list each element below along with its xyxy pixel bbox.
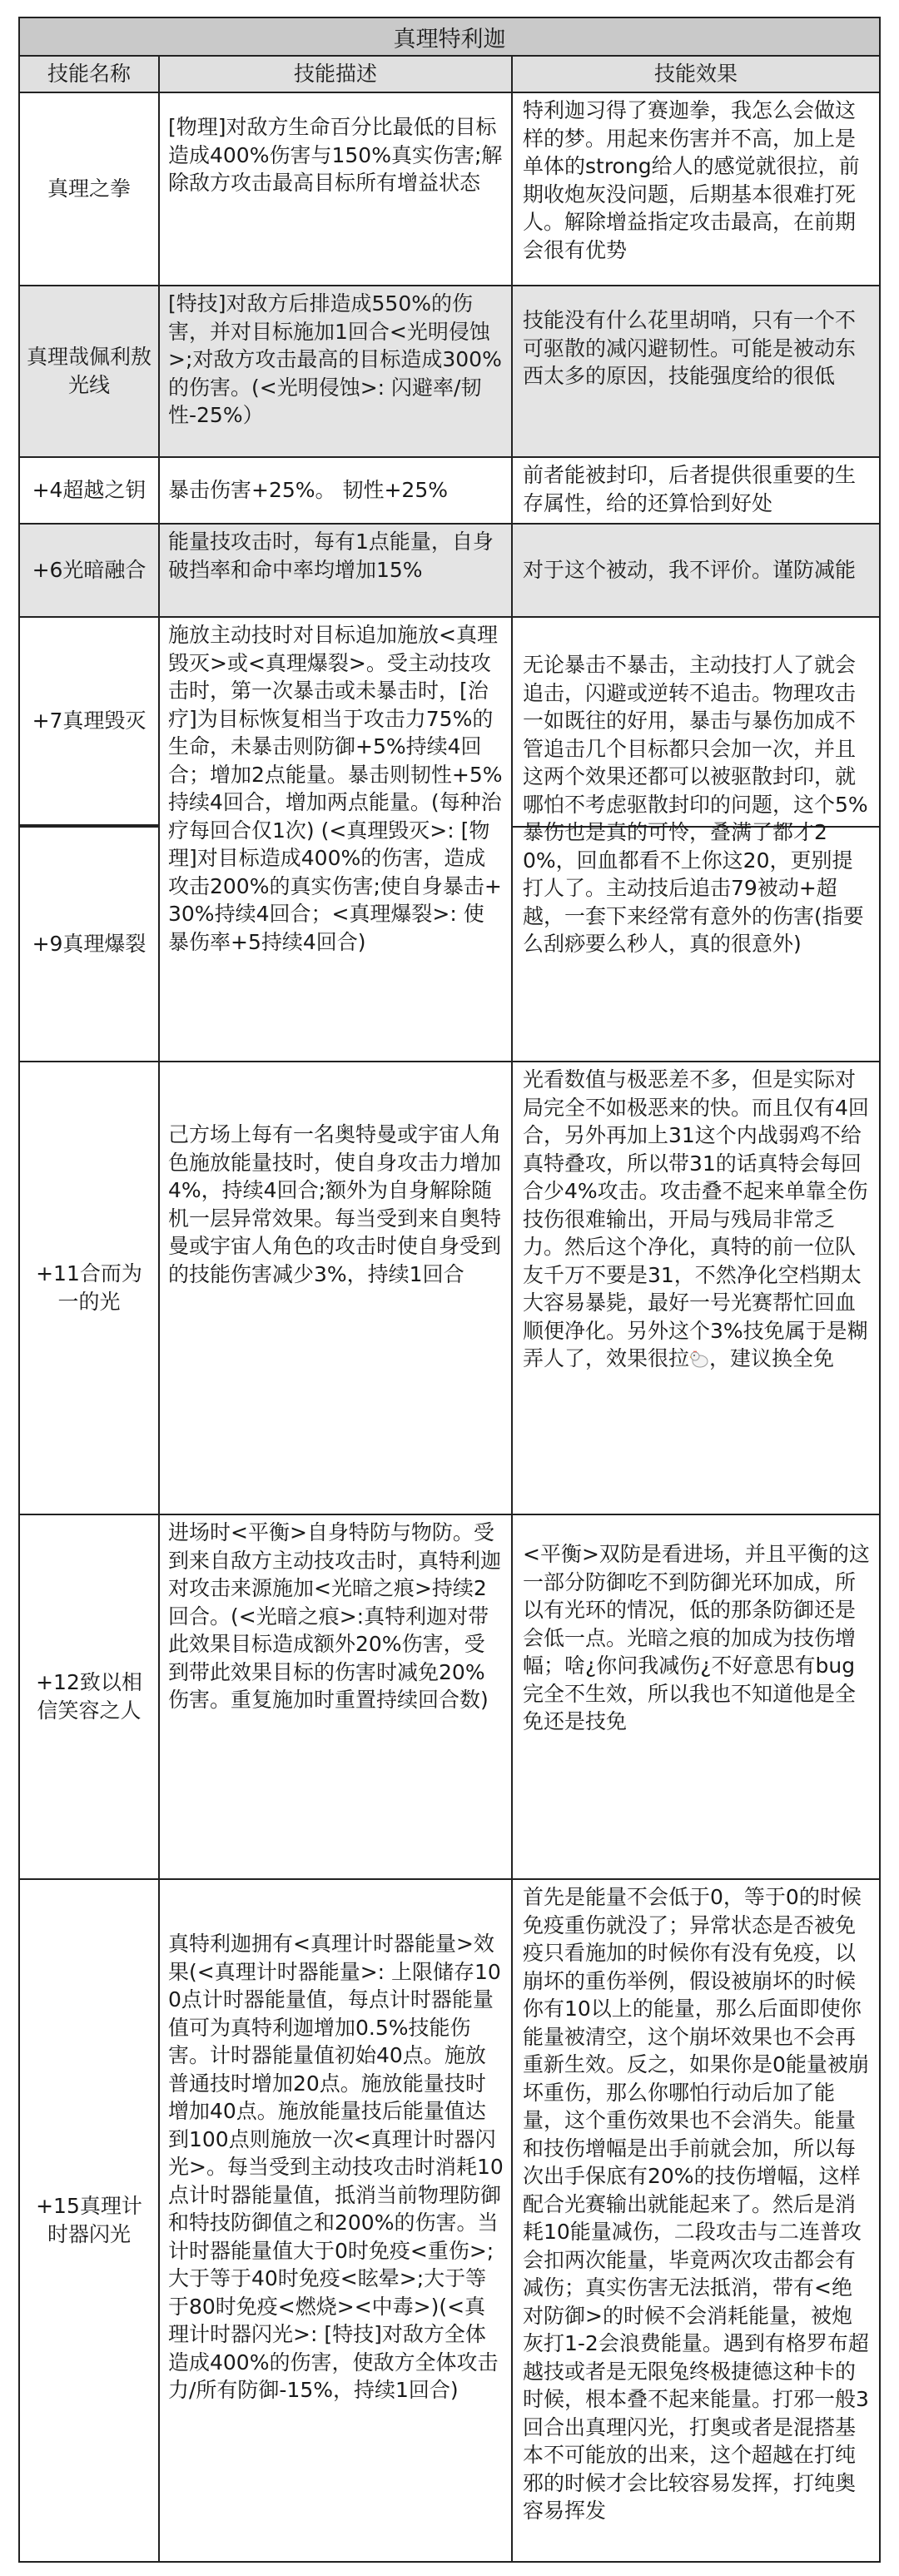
- table-title: [20, 18, 879, 57]
- skill-effect: <平衡>双防是看进场，并且平衡的这一部分防御吃不到防御光环加成，所以有光环的情况，低的那条防御还是会低一点。光暗之痕的加成为技伤增幅；啥¿你问我减伤¿不好意思有bug完全不生效，所以我也不知道他是全免还是技免: [523, 1542, 870, 1733]
- table-title-text: 真理特利迦: [393, 26, 506, 52]
- skill-effect-tail: ，建议换全免: [709, 1346, 835, 1370]
- header-desc: 技能描述: [160, 57, 513, 92]
- skill-desc: 暴击伤害+25%。 韧性+25%: [160, 458, 513, 523]
- skill-desc: [特技]对敌方后排造成550%的伤害，并对目标施加1回合<光明侵蚀>;对敌方攻击最高的目标造成300%的伤害。(<光明侵蚀>: 闪避率/韧性-25%）: [160, 286, 513, 456]
- skill-name: 真理哉佩利敖光线: [20, 286, 160, 456]
- table-row: [20, 458, 879, 525]
- skill-name: +6光暗融合: [20, 525, 160, 616]
- skill-effect: [513, 1062, 879, 1514]
- skill-name: +4超越之钥: [20, 458, 160, 523]
- table-header: [20, 57, 879, 93]
- skill-effect: 无论暴击不暴击，主动技打人了就会追击，闪避或逆转不追击。物理攻击一如既往的好用，暴击与暴伤加成不管追击几个目标都只会加一次，并且这两个效果还都可以被驱散封印，就哪怕不考虑驱散封印的问题，这个5%暴伤也是真的可怜，叠满了都才20%，回血都看不上你这20，更别提打人了。主动技后追击79被动+超越，一套下来经常有意外的伤害(指要么刮痧要么秒人，真的很意外): [513, 618, 879, 1062]
- skill-effect: 首先是能量不会低于0，等于0的时候免疫重伤就没了；异常状态是否被免疫只看施加的时候你有没有免疫，以崩坏的重伤举例，假设被崩坏的时候你有10以上的能量，那么后面即使你能量被清空，这个崩坏效果也不会再重新生效。反之，如果你是0能量被崩坏重伤，那么你哪怕行动后加了能量，这个重伤效果也不会消失。能量和技伤增幅是出手前就会加，所以每次出手保底有20%的技伤增幅，这样配合光赛输出就能起来了。然后是消耗10能量减伤，二段攻击与二连普攻会扣两次能量，毕竟两次攻击都会有减伤；真实伤害无法抵消，带有<绝对防御>的时候不会消耗能量，被炮灰打1-2会浪费能量。遇到有格罗布超越技或者是无限兔终极捷德这种卡的时候，根本叠不起来能量。打邪一般3回合出真理闪光，打奥或者是混搭基本不可能放的出来，这个超越在打纯邪的时候才会比较容易发挥，打纯奥容易挥发: [523, 1885, 869, 2523]
- skill-table: [18, 17, 881, 2563]
- skill-desc: 己方场上每有一名奥特曼或宇宙人角色施放能量技时，使自身攻击力增加4%，持续4回合;额外为自身解除随机一层异常效果。每当受到来自奥特曼或宇宙人角色的攻击时使自身受到的技能伤害减少3%，持续1回合: [160, 1062, 513, 1514]
- table-row: [20, 286, 879, 458]
- skill-effect: 特利迦习得了赛迦拳，我怎么会做这样的梦。用起来伤害并不高，加上是单体的strong给人的感觉就很拉，前期收炮灰没问题，后期基本很难打死人。解除增益指定攻击最高，在前期会很有优势: [523, 98, 860, 262]
- chicken-icon: [689, 1350, 709, 1368]
- skill-desc: [物理]对敌方生命百分比最低的目标造成400%伤害与150%真实伤害;解除敌方攻击最高目标所有增益状态: [160, 93, 513, 285]
- skill-name: +7真理毁灭: [20, 618, 160, 826]
- skill-name: 真理之拳: [20, 93, 160, 285]
- skill-name: +15真理计时器闪光: [20, 1880, 160, 2561]
- header-effect: 技能效果: [653, 62, 738, 87]
- skill-desc: 真特利迦拥有<真理计时器能量>效果(<真理计时器能量>: 上限储存100点计时器能量值，每点计时器能量值可为真特利迦增加0.5%技能伤害。计时器能量值初始40点。施放普通技时增加20点。施放能量技时增加40点。施放能量技后能量值达到100点则施放一次<真理计时器闪光>。每当受到主动技攻击时消耗10点计时器能量值，抵消当前物理防御和特技防御值之和200%的伤害。当计时器能量值大于0时免疫<重伤>;大于等于40时免疫<眩晕>;大于等于80时免疫<燃烧><中毒>)(<真理计时器闪光>: [特技]对敌方全体造成400%的伤害，使敌方全体攻击力/所有防御-15%，持续1回合): [160, 1880, 513, 2561]
- skill-desc: 进场时<平衡>自身特防与物防。受到来自敌方主动技攻击时，真特利迦对攻击来源施加<光暗之痕>持续2回合。(<光暗之痕>:真特利迦对带此效果目标造成额外20%伤害，受到带此效果目标的伤害时减免20%伤害。重复施加时重置持续回合数): [160, 1515, 513, 1878]
- table-row: [20, 1062, 879, 1515]
- skill-name: +12致以相信笑容之人: [20, 1515, 160, 1878]
- skill-name: +9真理爆裂: [20, 828, 160, 1061]
- skill-desc-merged: 施放主动技时对目标追加施放<真理毁灭>或<真理爆裂>。受主动技攻击时，第一次暴击或未暴击时，[治疗]为目标恢复相当于攻击力75%的生命，未暴击则防御+5%持续4回合；增加2点能量。暴击则韧性+5%持续4回合，增加两点能量。(每种治疗每回合仅1次) (<真理毁灭>: [物理]对目标造成400%的伤害，造成攻击200%的真实伤害;使自身暴击+30%持续4回合；<真理爆裂>: 使暴伤率+5持续4回合): [160, 618, 513, 1062]
- table-row: [20, 1880, 879, 2561]
- skill-name: +11合而为一的光: [20, 1062, 160, 1514]
- header-name: 技能名称: [20, 57, 160, 92]
- table-row: [20, 525, 879, 618]
- skill-effect: 对于这个被动，我不评价。谨防减能: [523, 558, 857, 583]
- skill-effect-text: 光看数值与极恶差不多，但是实际对局完全不如极恶来的快。而且仅有4回合，另外再加上31这个内战弱鸡不给真特叠攻，所以带31的话真特会每回合少4%攻击。攻击叠不起来单靠全伤技伤很难输出，开局与残局非常乏力。然后这个净化，真特的前一位队友千万不要是31，不然净化空档期太大容易暴毙，最好一号光赛帮忙回血顺便净化。另外这个3%技免属于是糊弄人了，效果很拉: [523, 1067, 869, 1370]
- table-row: [20, 1515, 879, 1880]
- skill-effect: 前者能被封印，后者提供很重要的生存属性，给的还算恰到好处: [523, 463, 857, 515]
- skill-desc: 能量技攻击时，每有1点能量，自身破挡率和命中率均增加15%: [160, 525, 513, 616]
- table-row: [20, 93, 879, 286]
- skill-effect: 技能没有什么花里胡哨，只有一个不可驱散的减闪避韧性。可能是被动东西太多的原因，技能强度给的很低: [523, 308, 857, 388]
